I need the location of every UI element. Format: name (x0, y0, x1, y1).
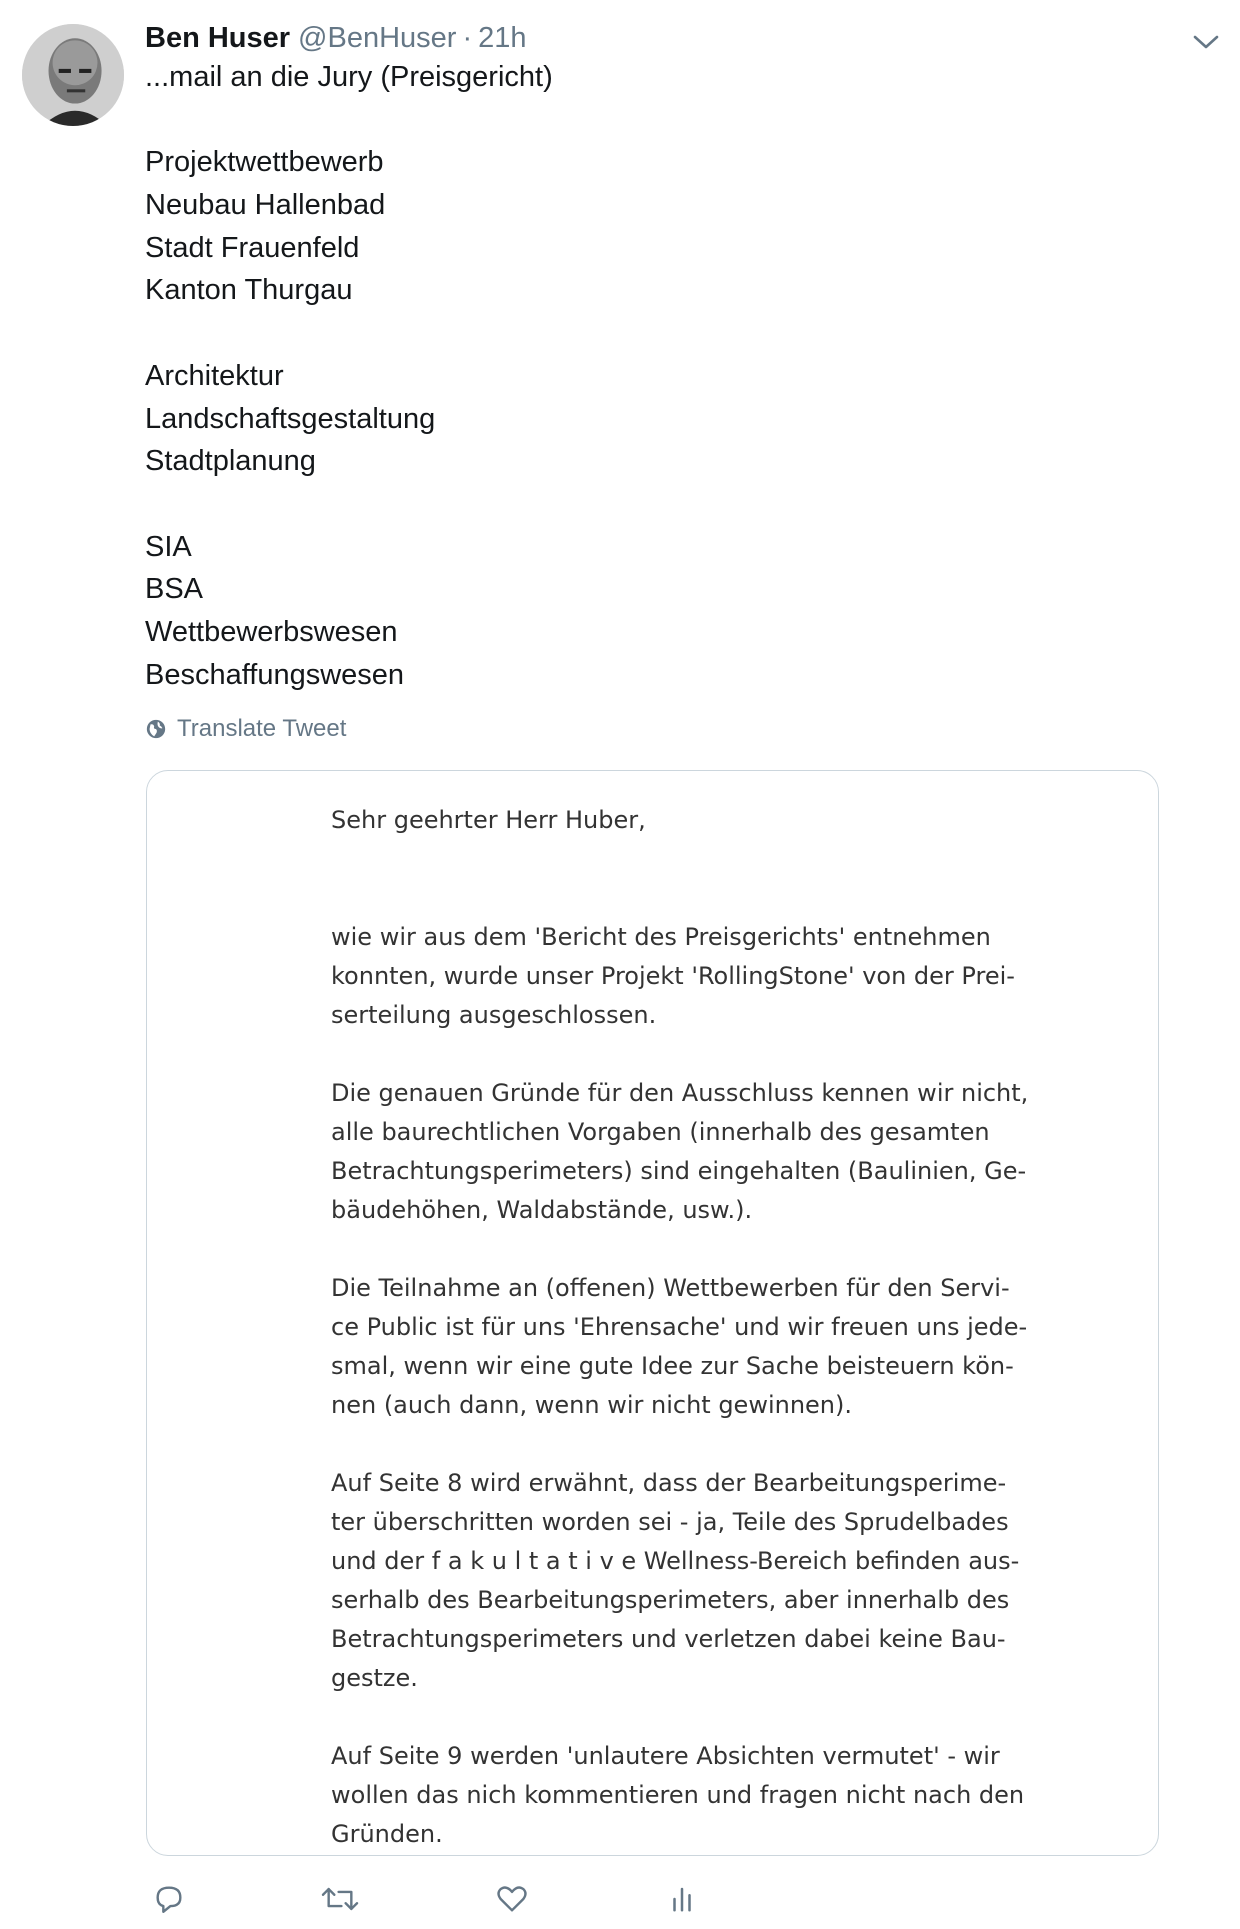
avatar[interactable] (22, 24, 124, 126)
letter-line: wie wir aus dem 'Bericht des Preisgerichts' entnehmen (331, 923, 991, 951)
author-name[interactable]: Ben Huser (145, 21, 291, 54)
letter-line: und der f a k u l t a t i v e Wellness-Bereich befinden aus- (331, 1547, 1020, 1575)
reply-button[interactable] (143, 1874, 195, 1924)
letter-line: ce Public ist für uns 'Ehrensache' und wir freuen uns jede- (331, 1313, 1028, 1341)
tweet-text-line: BSA (145, 573, 204, 606)
letter-line: Die Teilnahme an (offenen) Wettbewerben für den Servi- (331, 1274, 1010, 1302)
retweet-button[interactable] (314, 1874, 366, 1924)
globe-icon (145, 718, 167, 740)
tweet-text-line: Wettbewerbswesen (145, 615, 398, 648)
chevron-down-icon (1192, 33, 1220, 51)
analytics-button[interactable] (656, 1874, 708, 1924)
letter-line: Sehr geehrter Herr Huber, (331, 806, 646, 834)
blank-line (331, 1698, 1091, 1737)
author-handle[interactable]: @BenHuser (298, 21, 457, 54)
analytics-icon (667, 1882, 697, 1916)
tweet-text (145, 56, 1185, 696)
blank-line (331, 879, 1091, 918)
tweet-timestamp[interactable]: 21h (478, 21, 527, 54)
avatar-photo (22, 24, 124, 126)
letter-line: Auf Seite 9 werden 'unlautere Absichten vermutet' - wir (331, 1742, 1000, 1770)
reply-icon (152, 1882, 186, 1916)
letter-line: ter überschritten worden sei - ja, Teile des Sprudelbades (331, 1508, 1009, 1536)
letter-line: Gründen. (331, 1820, 443, 1848)
letter-line: alle baurechtlichen Vorgaben (innerhalb des gesamten (331, 1118, 990, 1146)
tweet-text-line: SIA (145, 530, 192, 563)
letter-line: Auf Seite 8 wird erwähnt, dass der Bearbeitungsperime- (331, 1469, 1007, 1497)
translate-tweet-label: Translate Tweet (177, 715, 347, 742)
tweet-text-line: Stadtplanung (145, 445, 316, 478)
retweet-icon (320, 1882, 360, 1916)
tweet-actions (0, 1874, 1240, 1926)
attached-image-card[interactable] (146, 770, 1159, 1856)
letter-line: smal, wenn wir eine gute Idee zur Sache beisteuern kön- (331, 1352, 1014, 1380)
blank-line (331, 1230, 1091, 1269)
blank-line (145, 312, 1185, 355)
letter-line: Betrachtungsperimeters) sind eingehalten (Baulinien, Ge- (331, 1157, 1027, 1185)
letter-line: gestze. (331, 1664, 418, 1692)
tweet-text-line: Landschaftsgestaltung (145, 402, 436, 435)
like-icon (494, 1882, 530, 1916)
letter-line: Die genauen Gründe für den Ausschluss kennen wir nicht, (331, 1079, 1029, 1107)
blank-line (331, 1425, 1091, 1464)
letter-line: serteilung ausgeschlossen. (331, 1001, 657, 1029)
letter-line: nen (auch dann, wenn wir nicht gewinnen). (331, 1391, 853, 1419)
blank-line (145, 483, 1185, 526)
letter-line: konnten, wurde unser Projekt 'RollingStone' von der Prei- (331, 962, 1015, 990)
letter-line: serhalb des Bearbeitungsperimeters, aber innerhalb des (331, 1586, 1010, 1614)
letter-line: bäudehöhen, Waldabstände, usw.). (331, 1196, 753, 1224)
tweet-text-line: Architektur (145, 359, 284, 392)
blank-line (145, 99, 1185, 142)
letter-document (331, 801, 1091, 1854)
translate-tweet-link[interactable] (145, 712, 346, 746)
separator-dot: · (462, 21, 473, 54)
like-button[interactable] (486, 1874, 538, 1924)
tweet-text-line: Neubau Hallenbad (145, 189, 386, 222)
blank-line (331, 1035, 1091, 1074)
blank-line (331, 840, 1091, 879)
tweet-text-line: Stadt Frauenfeld (145, 231, 360, 264)
letter-line: wollen das nich kommentieren und fragen nicht nach den (331, 1781, 1025, 1809)
tweet-text-line: Beschaffungswesen (145, 658, 405, 691)
letter-line: Betrachtungsperimeters und verletzen dabei keine Bau- (331, 1625, 1006, 1653)
tweet-header (145, 16, 527, 60)
tweet-menu-button[interactable] (1186, 24, 1226, 60)
tweet-text-line: ...mail an die Jury (Preisgericht) (145, 61, 553, 93)
tweet-text-line: Kanton Thurgau (145, 274, 353, 307)
tweet-text-line: Projektwettbewerb (145, 146, 384, 179)
